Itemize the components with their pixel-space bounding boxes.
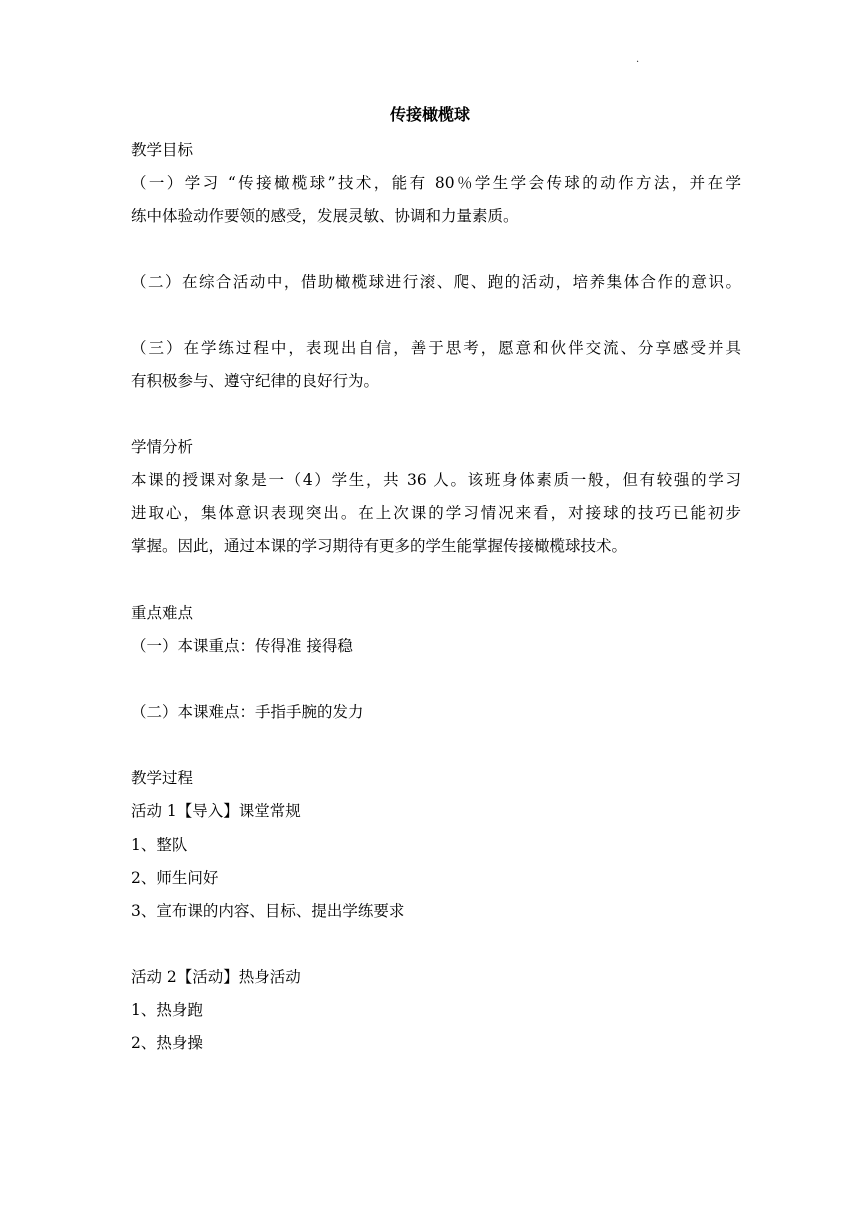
process-heading: 教学过程 <box>131 769 194 787</box>
objective-3-line-1: （三）在学练过程中，表现出自信，善于思考，愿意和伙伴交流、分享感受并具 <box>131 339 741 357</box>
activity-2-step: 2、热身操 <box>131 1034 203 1052</box>
objectives-heading: 教学目标 <box>131 141 194 159</box>
activity-2-step: 1、热身跑 <box>131 1001 203 1019</box>
activity-1-title: 活动 1【导入】课堂常规 <box>131 802 301 820</box>
objective-1-line-1: （一）学习 “传接橄榄球”技术，能有 80％学生学会传球的动作方法，并在学 <box>131 174 741 192</box>
analysis-line-2: 进取心，集体意识表现突出。在上次课的学习情况来看，对接球的技巧已能初步 <box>131 504 741 522</box>
activity-1-step: 3、宣布课的内容、目标、提出学练要求 <box>131 902 405 920</box>
document-title: 传接橄榄球 <box>389 105 470 124</box>
key-point-1: （一）本课重点：传得准 接得稳 <box>131 637 353 655</box>
analysis-line-3: 掌握。因此，通过本课的学习期待有更多的学生能掌握传接橄榄球技术。 <box>131 537 628 555</box>
key-point-2: （二）本课难点：手指手腕的发力 <box>131 703 364 721</box>
objective-2: （二）在综合活动中，借助橄榄球进行滚、爬、跑的活动，培养集体合作的意识。 <box>131 273 741 291</box>
header-mark: · <box>636 57 640 68</box>
activity-2-title: 活动 2【活动】热身活动 <box>131 968 301 986</box>
key-points-heading: 重点难点 <box>131 604 194 622</box>
objective-1-line-2: 练中体验动作要领的感受，发展灵敏、协调和力量素质。 <box>131 207 519 225</box>
analysis-line-1: 本课的授课对象是一（4）学生，共 36 人。该班身体素质一般，但有较强的学习 <box>131 471 741 489</box>
activity-1-step: 2、师生问好 <box>131 869 219 887</box>
analysis-heading: 学情分析 <box>131 438 194 456</box>
objective-3-line-2: 有积极参与、遵守纪律的良好行为。 <box>131 372 380 390</box>
activity-1-step: 1、整队 <box>131 836 188 854</box>
